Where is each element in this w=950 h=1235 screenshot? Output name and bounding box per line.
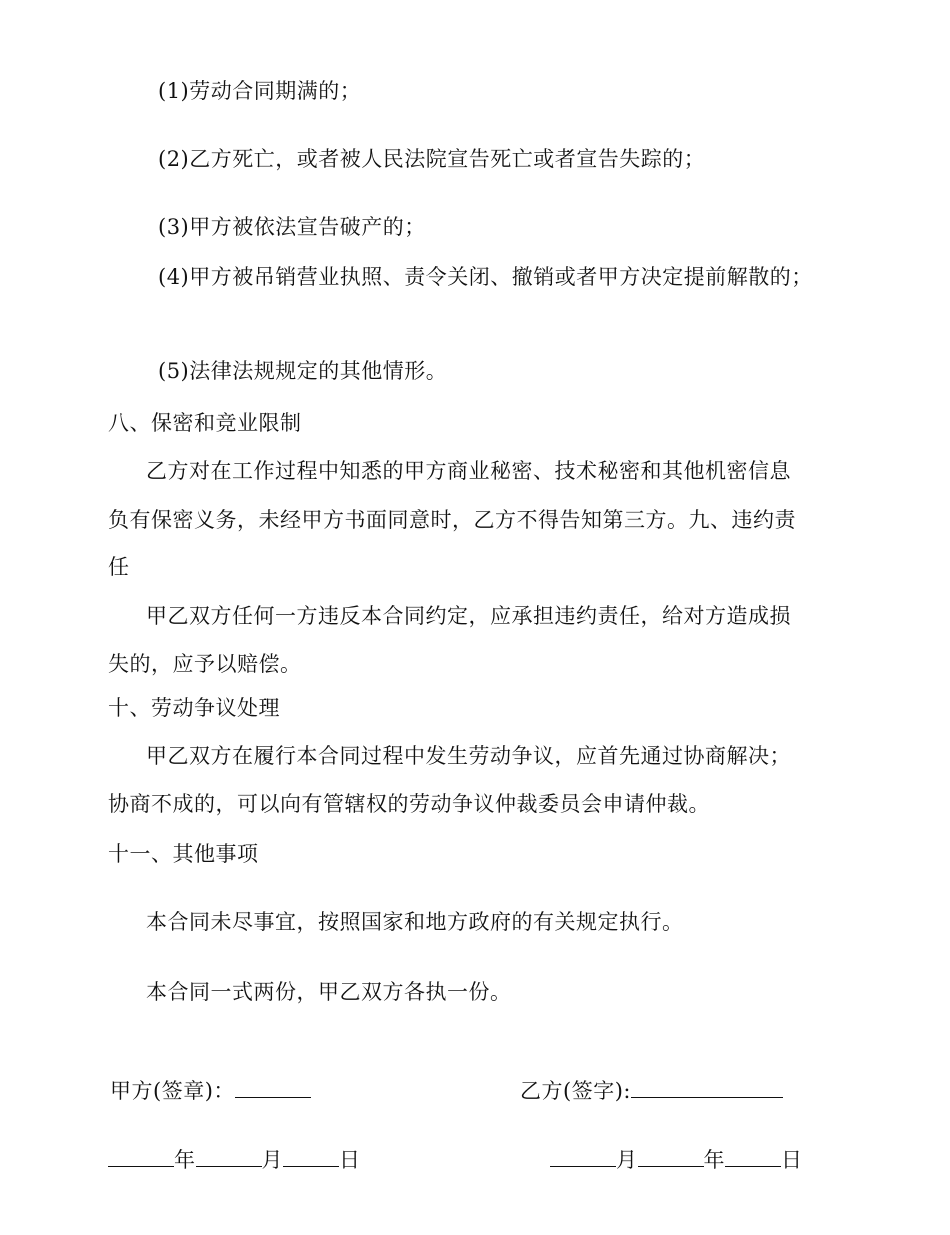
section-10-heading: 十、劳动争议处理 (108, 696, 280, 720)
date-right-first-blank (550, 1146, 616, 1167)
date-left-month-blank (196, 1146, 262, 1167)
date-right-third-blank (725, 1146, 781, 1167)
section-11-line-2: 本合同一式两份，甲乙双方各执一份。 (146, 980, 512, 1004)
date-right-second-blank (638, 1146, 704, 1167)
date-left-year-label: 年 (174, 1148, 196, 1172)
section-9-line-1: 甲乙双方任何一方违反本合同约定，应承担违约责任，给对方造成损 (146, 604, 791, 628)
date-right (550, 1146, 803, 1173)
section-8-line-2: 负有保密义务，未经甲方书面同意时，乙方不得告知第三方。九、违约责 (108, 508, 796, 532)
section-10-line-1: 甲乙双方在履行本合同过程中发生劳动争议，应首先通过协商解决； (146, 744, 791, 768)
item-5: (5)法律法规规定的其他情形。 (158, 359, 448, 383)
party-b-signature-blank (631, 1077, 783, 1098)
item-3: (3)甲方被依法宣告破产的； (158, 215, 426, 239)
section-9-line-2: 失的，应予以赔偿。 (108, 652, 302, 676)
section-8-line-1: 乙方对在工作过程中知悉的甲方商业秘密、技术秘密和其他机密信息 (146, 459, 791, 483)
item-4: (4)甲方被吊销营业执照、责令关闭、撤销或者甲方决定提前解散的； (158, 265, 813, 289)
date-left-day-label: 日 (339, 1148, 361, 1172)
date-right-second-label: 年 (703, 1148, 725, 1172)
date-right-third-label: 日 (781, 1148, 803, 1172)
date-right-first-label: 月 (616, 1148, 638, 1172)
party-b-label: 乙方(签字): (520, 1079, 631, 1103)
date-left-month-label: 月 (261, 1148, 283, 1172)
date-left-year-blank (108, 1146, 174, 1167)
section-11-line-1: 本合同未尽事宜，按照国家和地方政府的有关规定执行。 (146, 910, 684, 934)
item-2: (2)乙方死亡，或者被人民法院宣告死亡或者宣告失踪的； (158, 147, 706, 171)
party-a-signature (110, 1077, 311, 1104)
party-a-signature-blank (235, 1077, 311, 1098)
date-left (108, 1146, 361, 1173)
item-1: (1)劳动合同期满的； (158, 79, 362, 103)
party-b-signature (520, 1077, 783, 1104)
section-8-heading: 八、保密和竞业限制 (108, 411, 302, 435)
party-a-label: 甲方(签章)： (110, 1079, 235, 1103)
section-10-line-2: 协商不成的，可以向有管辖权的劳动争议仲裁委员会申请仲裁。 (108, 792, 710, 816)
date-left-day-blank (283, 1146, 339, 1167)
section-11-heading: 十一、其他事项 (108, 842, 259, 866)
section-8-line-3: 任 (108, 555, 130, 579)
